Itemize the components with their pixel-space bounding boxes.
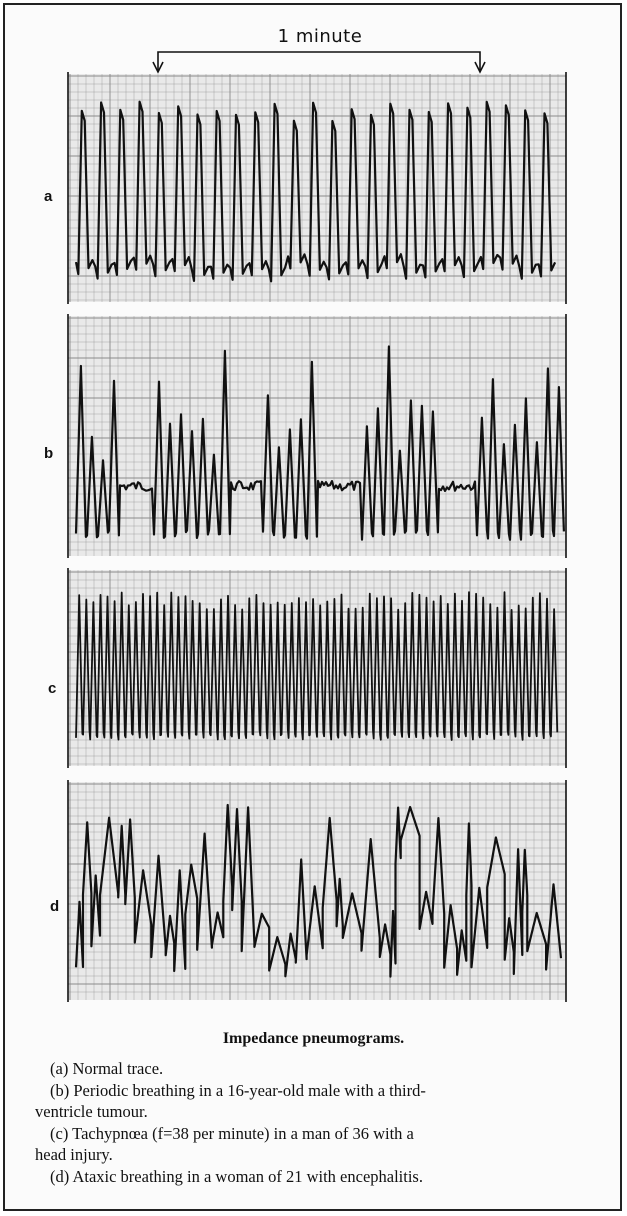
interval-label: 1 minute [277,26,363,47]
caption-line-a: (a) Normal trace. [50,1059,164,1078]
caption-line-b: (b) Periodic breathing in a 16-year-old male with a third- [50,1080,426,1100]
graph-paper [68,782,566,1000]
caption-line-b-cont: ventricle tumour. [35,1102,148,1121]
caption-line-d: (d) Ataxic breathing in a woman of 21 with encephalitis. [50,1166,423,1186]
pneumogram-panel-c [66,568,568,768]
pneumogram-panel-a [66,72,568,304]
caption-line-c: (c) Tachypnœa (f=38 per minute) in a man of 36 with a [50,1123,414,1143]
caption-line-c-cont: head injury. [35,1145,113,1164]
panel-letter-c: c [48,680,57,697]
panel-letter-d: d [50,898,60,915]
panel-letter-b: b [44,445,54,462]
panel-letter-a: a [44,188,53,205]
caption-text [35,1058,605,1187]
pneumogram-panel-b [66,314,568,558]
pneumogram-panel-d [66,780,568,1002]
caption-title: Impedance pneumograms. [222,1030,405,1047]
